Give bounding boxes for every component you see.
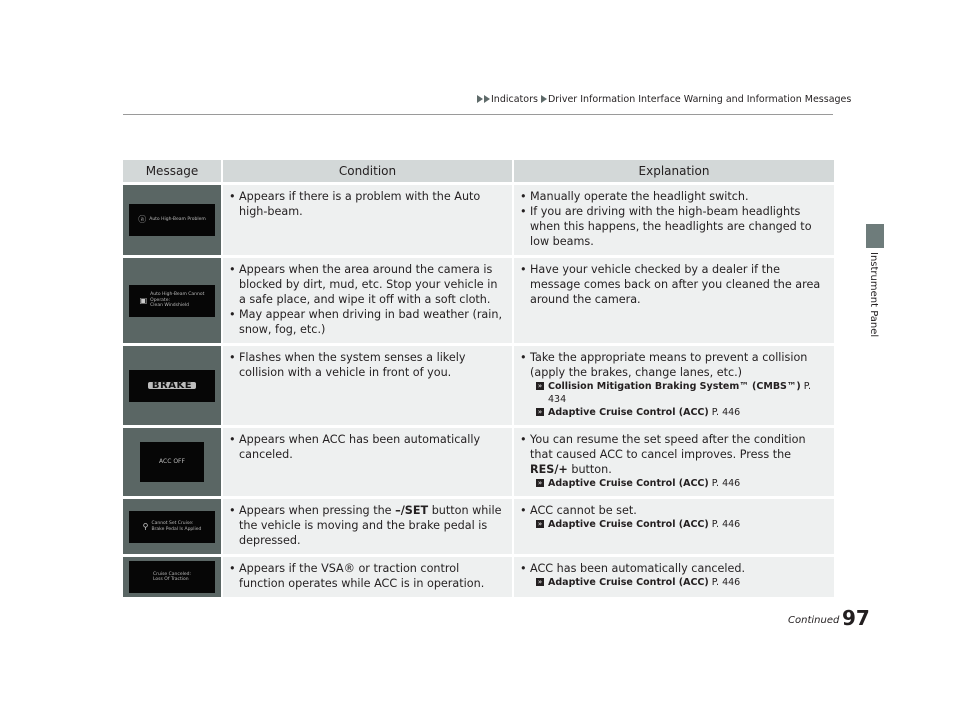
- message-display-image: [129, 511, 215, 543]
- explanation-cell: [512, 185, 834, 255]
- section-label: Instrument Panel: [868, 252, 879, 338]
- display-line: Cruise Canceled:: [152, 571, 192, 577]
- arrow-icon: »: [537, 382, 543, 390]
- display-text: [153, 572, 191, 583]
- cross-reference[interactable]: [520, 576, 828, 589]
- bullet-text: ACC cannot be set.: [530, 504, 637, 517]
- display-line: Loss Of Traction: [152, 577, 189, 582]
- table-row: [123, 185, 834, 255]
- table-header-row: [123, 160, 834, 182]
- message-cell: [123, 346, 221, 425]
- explanation-cell: [512, 258, 834, 343]
- breadcrumb-item[interactable]: Driver Information Interface Warning and Information Messages: [547, 94, 852, 105]
- message-display-image: [129, 561, 215, 593]
- section-tab[interactable]: [866, 224, 884, 248]
- explanation-cell: [512, 428, 834, 496]
- explanation-cell: [512, 557, 834, 597]
- display-text: [150, 292, 204, 309]
- reference-title[interactable]: Collision Mitigation Braking System™ (CMBS™): [548, 381, 801, 392]
- display-line: ACC OFF: [159, 458, 185, 466]
- message-cell: [123, 428, 221, 496]
- bullet-item: [229, 307, 506, 337]
- table-row: [123, 258, 834, 343]
- bullet-text: May appear when driving in bad weather (rain, snow, fog, etc.): [239, 308, 503, 336]
- bullet-text: Take the appropriate means to prevent a collision (apply the brakes, change lanes, etc.): [530, 351, 808, 379]
- cross-reference[interactable]: [520, 477, 828, 490]
- bullet-item: [229, 350, 506, 380]
- table-row: [123, 499, 834, 554]
- bullet-item: [229, 262, 506, 307]
- message-display-image: [140, 442, 204, 482]
- bullet-text: button while the vehicle is moving and the brake pedal is depressed.: [239, 504, 502, 547]
- bullet-text: Manually operate the headlight switch.: [530, 190, 749, 203]
- reference-title[interactable]: Adaptive Cruise Control (ACC): [548, 478, 709, 489]
- header-rule: [123, 114, 833, 115]
- condition-cell: [221, 346, 512, 425]
- bullet-item: [520, 503, 828, 518]
- display-line: Auto High-Beam Cannot: [150, 292, 205, 298]
- bullet-text: Have your vehicle checked by a dealer if the message comes back on after you cleaned the area around the camera.: [530, 263, 821, 306]
- bullet-item: [229, 189, 506, 219]
- table-row: [123, 557, 834, 597]
- display-line: Cannot Set Cruise:: [151, 521, 194, 526]
- triangle-icon: [541, 95, 547, 103]
- display-line: Brake Pedal Is Applied: [151, 526, 202, 532]
- reference-title[interactable]: Adaptive Cruise Control (ACC): [548, 407, 709, 418]
- breadcrumb: [477, 94, 851, 105]
- table-row: [123, 428, 834, 496]
- breadcrumb-item[interactable]: Indicators: [491, 94, 538, 105]
- bullet-item: [229, 432, 506, 462]
- bullet-item: [520, 204, 828, 249]
- condition-cell: [221, 428, 512, 496]
- bullet-text: Appears when ACC has been automatically canceled.: [239, 433, 481, 461]
- bullet-text: ACC has been automatically canceled.: [530, 562, 746, 575]
- display-line: Auto High-Beam Problem: [149, 217, 206, 223]
- cross-reference[interactable]: [520, 518, 828, 531]
- button-name: –/SET: [395, 504, 429, 517]
- message-cell: [123, 185, 221, 255]
- display-text: [159, 459, 185, 465]
- message-display-image: [129, 204, 215, 236]
- table-body: [123, 185, 834, 597]
- reference-page[interactable]: P. 446: [711, 577, 741, 588]
- reference-page[interactable]: P. 434: [548, 381, 812, 405]
- bullet-item: [520, 432, 828, 477]
- reference-page[interactable]: P. 446: [711, 519, 741, 530]
- reference-title[interactable]: Adaptive Cruise Control (ACC): [548, 519, 709, 530]
- page-number: 97: [842, 606, 870, 630]
- message-cell: [123, 258, 221, 343]
- bullet-item: [520, 561, 828, 576]
- bullet-item: [520, 350, 828, 380]
- column-header-condition: Condition: [221, 160, 512, 182]
- message-display-image: [129, 285, 215, 317]
- bullet-text: If you are driving with the high-beam headlights when this happens, the headlights are changed to low beams.: [530, 205, 812, 248]
- message-cell: [123, 499, 221, 554]
- condition-cell: [221, 185, 512, 255]
- arrow-icon: »: [537, 520, 543, 528]
- bullet-text: You can resume the set speed after the condition that caused ACC to cancel improves. Press the: [530, 433, 806, 461]
- condition-cell: [221, 258, 512, 343]
- bullet-item: [520, 262, 828, 307]
- continued-label: Continued: [788, 615, 840, 626]
- column-header-message: Message: [123, 160, 221, 182]
- display-line: Operate:: [150, 297, 170, 303]
- bullet-text: Appears if there is a problem with the Auto high-beam.: [239, 190, 481, 218]
- explanation-cell: [512, 346, 834, 425]
- condition-cell: [221, 499, 512, 554]
- bullet-text: Appears if the VSA® or traction control function operates while ACC is in operation.: [239, 562, 485, 590]
- triangle-icon: [484, 95, 490, 103]
- column-header-explanation: Explanation: [512, 160, 834, 182]
- arrow-icon: »: [537, 408, 543, 416]
- messages-table: [123, 157, 834, 600]
- display-icon: ⚲: [142, 521, 149, 531]
- table-row: [123, 346, 834, 425]
- arrow-icon: »: [537, 578, 543, 586]
- bullet-text: Appears when pressing the: [239, 504, 396, 517]
- display-icon: ⓐ: [138, 215, 147, 225]
- display-text: [149, 217, 206, 223]
- reference-page[interactable]: P. 446: [711, 407, 741, 418]
- display-icon: ▣: [139, 295, 148, 305]
- message-cell: [123, 557, 221, 597]
- message-display-image: [129, 370, 215, 402]
- triangle-icon: [477, 95, 483, 103]
- condition-cell: [221, 557, 512, 597]
- bullet-item: [229, 503, 506, 548]
- display-line: Clean Windshield: [150, 303, 189, 309]
- bullet-text: Flashes when the system senses a likely collision with a vehicle in front of you.: [239, 351, 466, 379]
- reference-title[interactable]: Adaptive Cruise Control (ACC): [548, 577, 709, 588]
- bullet-item: [229, 561, 506, 591]
- explanation-cell: [512, 499, 834, 554]
- button-name: RES/+: [530, 463, 568, 476]
- bullet-text: Appears when the area around the camera is blocked by dirt, mud, etc. Stop your vehicle in a safe place, and wipe it off with a soft cloth.: [239, 263, 498, 306]
- cross-reference[interactable]: [520, 406, 828, 419]
- arrow-icon: »: [537, 479, 543, 487]
- brake-text: BRAKE: [148, 382, 196, 390]
- reference-page[interactable]: P. 446: [711, 478, 741, 489]
- bullet-item: [520, 189, 828, 204]
- cross-reference[interactable]: [520, 380, 828, 406]
- display-text: [151, 521, 201, 532]
- bullet-text: button.: [567, 463, 612, 476]
